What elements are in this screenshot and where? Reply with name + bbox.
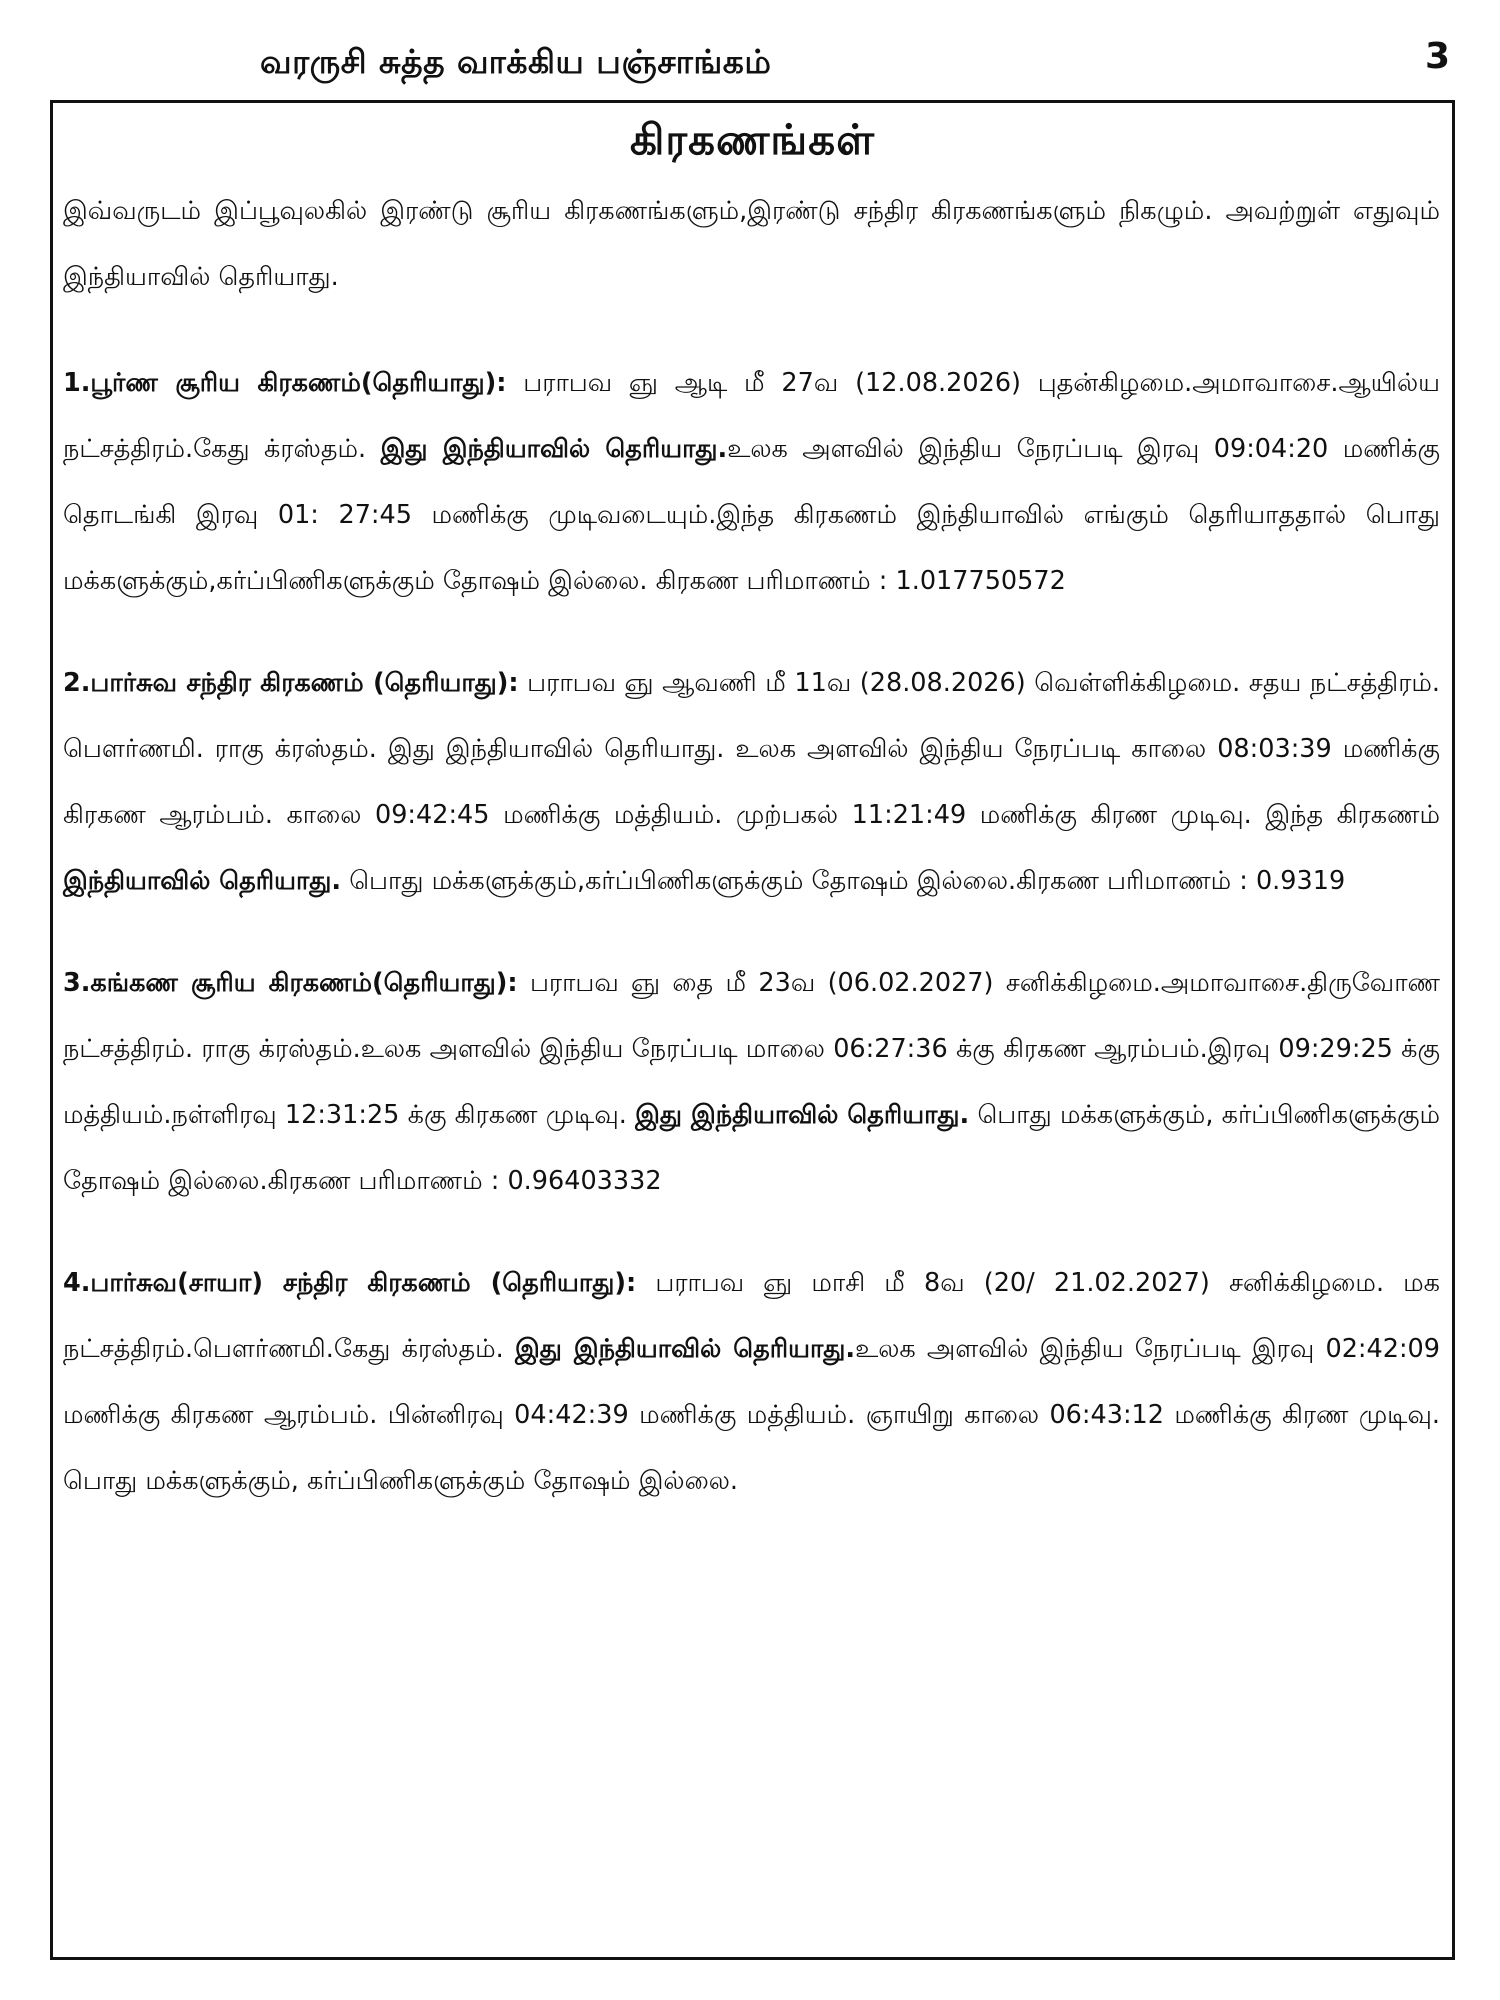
eclipse-text: பராபவ ஞு தை மீ 23வ (06.02.2027) சனிக்கிழமை.அமாவாசை.திருவோண நட்சத்திரம். ராகு க்ரஸ்தம்.உலக அளவில் இந்திய நேரப்படி மாலை 06:27:36 க்கு கிரகண ஆரம்பம்.இரவு 09:29:25 க்கு மத்தியம்.நள்ளிரவு 12:31:25 க்கு கிரகண முடிவு. bbox=[63, 968, 1440, 1130]
eclipse-item-3 bbox=[63, 950, 1440, 1214]
eclipse-bold-note: இது இந்தியாவில் தெரியாது. bbox=[635, 1100, 970, 1130]
eclipse-text: பராபவ ஞு ஆவணி மீ 11வ (28.08.2026) வெள்ளிக்கிழமை. சதய நட்சத்திரம். பௌர்ணமி. ராகு க்ரஸ்தம். இது இந்தியாவில் தெரியாது. உலக அளவில் இந்திய நேரப்படி காலை 08:03:39 மணிக்கு கிரகண ஆரம்பம். காலை 09:42:45 மணிக்கு மத்தியம். முற்பகல் 11:21:49 மணிக்கு கிரண முடிவு. இந்த கிரகணம் bbox=[63, 668, 1440, 830]
eclipse-text: பொது மக்களுக்கும்,கர்ப்பிணிகளுக்கும் தோஷம் இல்லை.கிரகண பரிமாணம் : 0.9319 bbox=[341, 866, 1346, 896]
eclipse-text: பொது மக்களுக்கும், கர்ப்பிணிகளுக்கும் தோஷம் இல்லை.கிரகண பரிமாணம் : 0.96403332 bbox=[63, 1100, 1441, 1196]
document-title: வரருசி சுத்த வாக்கிய பஞ்சாங்கம் bbox=[260, 42, 772, 81]
content-frame bbox=[50, 100, 1455, 1960]
eclipse-text: பராபவ ஞு ஆடி மீ 27வ (12.08.2026) புதன்கிழமை.அமாவாசை.ஆயில்ய நட்சத்திரம்.கேது க்ரஸ்தம். bbox=[63, 368, 1440, 464]
eclipse-text: உலக அளவில் இந்திய நேரப்படி இரவு 09:04:20 மணிக்கு தொடங்கி இரவு 01: 27:45 மணிக்கு முடிவடையும்.இந்த கிரகணம் இந்தியாவில் எங்கும் தெரியாததால் பொது மக்களுக்கும்,கர்ப்பிணிகளுக்கும் தோஷம் இல்லை. கிரகண பரிமாணம் : 1.017750572 bbox=[63, 434, 1441, 596]
intro-paragraph: இவ்வருடம் இப்பூவுலகில் இரண்டு சூரிய கிரகணங்களும்,இரண்டு சந்திர கிரகணங்களும் நிகழும். அவற்றுள் எதுவும் இந்தியாவில் தெரியாது. bbox=[63, 196, 1440, 292]
eclipse-item-2 bbox=[63, 650, 1440, 914]
eclipse-bold-note: இந்தியாவில் தெரியாது. bbox=[63, 866, 342, 896]
eclipse-title: 2.பார்சுவ சந்திர கிரகணம் (தெரியாது): bbox=[63, 668, 519, 698]
eclipse-bold-note: இது இந்தியாவில் தெரியாது. bbox=[514, 1334, 856, 1364]
section-body bbox=[53, 178, 1452, 1514]
eclipse-item-4 bbox=[63, 1250, 1440, 1514]
eclipse-item-1 bbox=[63, 350, 1440, 614]
eclipse-bold-note: இது இந்தியாவில் தெரியாது. bbox=[380, 434, 728, 464]
page-header bbox=[60, 36, 1450, 96]
eclipse-title: 1.பூர்ண சூரிய கிரகணம்(தெரியாது): bbox=[63, 368, 507, 398]
page-number: 3 bbox=[1424, 36, 1450, 77]
eclipse-title: 4.பார்சுவ(சாயா) சந்திர கிரகணம் (தெரியாது): bbox=[63, 1268, 637, 1298]
eclipse-text: பராபவ ஞு மாசி மீ 8வ (20/ 21.02.2027) சனிக்கிழமை. மக நட்சத்திரம்.பௌர்ணமி.கேது க்ரஸ்தம். bbox=[63, 1268, 1440, 1364]
eclipse-text: உலக அளவில் இந்திய நேரப்படி இரவு 02:42:09 மணிக்கு கிரகண ஆரம்பம். பின்னிரவு 04:42:39 மணிக்கு மத்தியம். ஞாயிறு காலை 06:43:12 மணிக்கு கிரண முடிவு. பொது மக்களுக்கும், கர்ப்பிணிகளுக்கும் தோஷம் இல்லை. bbox=[63, 1334, 1440, 1496]
eclipse-title: 3.கங்கண சூரிய கிரகணம்(தெரியாது): bbox=[63, 968, 518, 998]
section-heading: கிரகணங்கள் bbox=[630, 115, 875, 164]
